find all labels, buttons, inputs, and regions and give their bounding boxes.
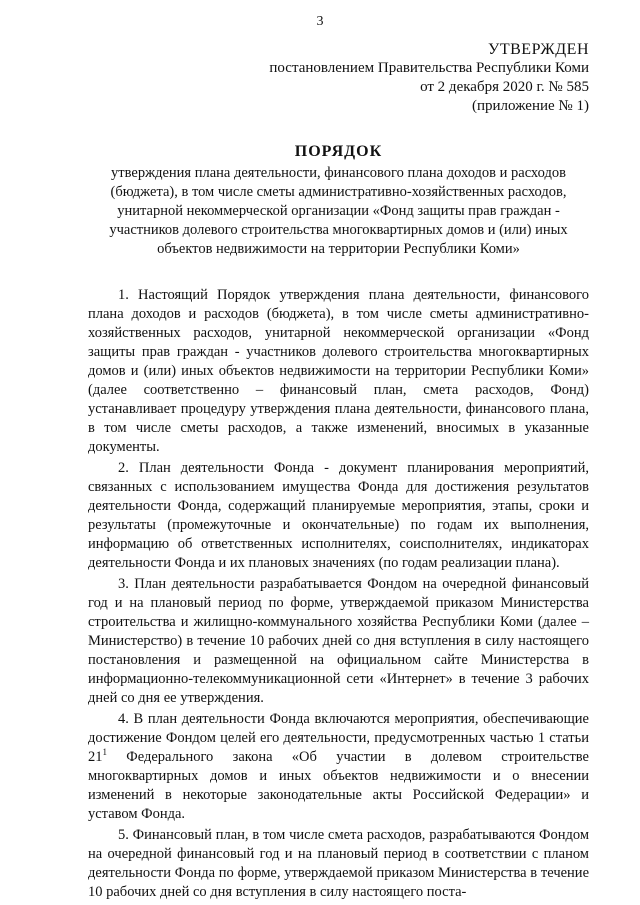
paragraph-4-text-end: Федерального закона «Об участии в долевом строительстве многоквартирных домов и иных объектов недвижимости и о внесении изменений в некоторые законодательные акты Российской Федерации» и уставом Фонда. [88,749,589,822]
approval-line: постановлением Правительства Республики Коми [269,60,589,76]
document-title: ПОРЯДОК [294,143,383,160]
article-superscript: 1 [102,747,107,758]
paragraph-5: 5. Финансовый план, в том числе смета расходов, разрабатываются Фондом на очередной финансовый год и на плановый период в соответствии с планом деятельности Фонда по форме, утверждаемой приказом Министерства в течение 10 рабочих дней со дня вступления в силу настоящего поста- [88,827,589,900]
page-number: 3 [316,14,324,29]
paragraph-3: 3. План деятельности разрабатывается Фондом на очередной финансовый год и на плановый период по форме, утверждаемой приказом Министерства строительства и жилищно-коммунального хозяйства Республики Коми (далее – Министерство) в течение 10 рабочих дней со дня вступления в силу настоящего постановления и размещенной на официальном сайте Министерства в информационно-телекоммуникационной сети «Интернет» в течение 3 рабочих дней со дня ее утверждения. [88,576,589,706]
paragraph-2: 2. План деятельности Фонда - документ планирования мероприятий, связанных с использованием имущества Фонда для достижения результатов деятельности Фонда, содержащий планируемые мероприятия, этапы, сроки и результаты (промежуточные и окончательные) по годам их выполнения, информацию об ответственных исполнителях, соисполнителях, индикаторах деятельности Фонда и их плановых значениях (по годам реализации плана). [88,460,589,571]
approval-title: УТВЕРЖДЕН [488,41,589,58]
approval-block [269,40,589,116]
document-subtitle [88,164,589,259]
subtitle-line: (бюджета), в том числе сметы административно-хозяйственных расходов, [110,184,567,200]
paragraph-4-text-start: 4. В план деятельности Фонда включаются мероприятия, обеспечивающие достижение Фондом целей его деятельности, предусмотренных частью 1 статьи 21 [88,711,589,765]
approval-line: (приложение № 1) [471,98,589,114]
subtitle-line: участников долевого строительства многоквартирных домов и (или) иных [109,222,568,238]
subtitle-line: утверждения плана деятельности, финансового плана доходов и расходов [111,165,566,181]
paragraph-4 [88,710,589,824]
approval-line: от 2 декабря 2020 г. № 585 [420,79,589,95]
paragraph-1: 1. Настоящий Порядок утверждения плана деятельности, финансового плана доходов и расходов (бюджета), в том числе сметы административно-хозяйственных расходов, унитарной некоммерческой организации «Фонд защиты прав граждан - участников долевого строительства многоквартирных домов и (или) иных объектов недвижимости на территории Республики Коми» (далее соответственно – финансовый план, смета расходов, Фонд) устанавливает процедуру утверждения плана деятельности, финансового плана, в том числе сметы расходов, а также изменений, вносимых в указанные документы. [88,287,589,455]
document-body [88,286,589,904]
subtitle-line: объектов недвижимости на территории Республики Коми» [157,241,520,257]
subtitle-line: унитарной некоммерческой организации «Фонд защиты прав граждан - [117,203,560,219]
